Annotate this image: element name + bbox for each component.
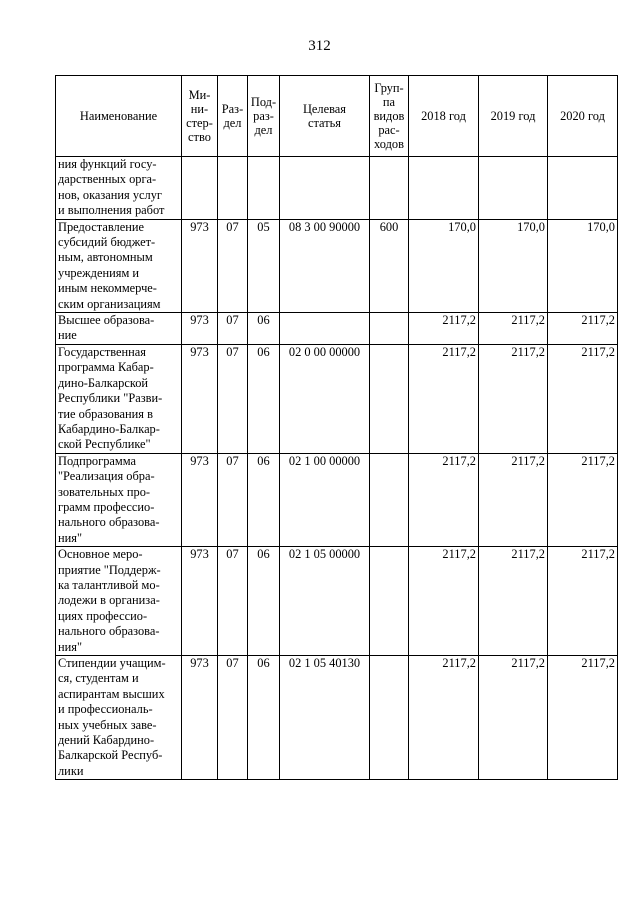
cell-section: 07: [218, 453, 248, 546]
cell-y2020: 2117,2: [548, 344, 618, 453]
table-row: [56, 344, 618, 453]
cell-ministry: 973: [182, 313, 218, 345]
cell-y2020: 2117,2: [548, 656, 618, 780]
cell-y2019: 2117,2: [479, 453, 548, 546]
cell-expense-group: [370, 344, 409, 453]
cell-subsection: 06: [248, 453, 280, 546]
cell-target: [280, 313, 370, 345]
header-2018: 2018 год: [409, 76, 479, 157]
cell-ministry: 973: [182, 547, 218, 656]
cell-expense-group: [370, 656, 409, 780]
cell-expense-group: [370, 453, 409, 546]
header-2020: 2020 год: [548, 76, 618, 157]
cell-name: ния функций госу- дарственных орга- нов, оказания услуг и выполнения работ: [56, 157, 182, 220]
cell-y2018: 2117,2: [409, 453, 479, 546]
cell-name: Государственная программа Кабар- дино-Балкарской Республики "Разви- тие образования в Кабардино-Балкар- ской Республике": [56, 344, 182, 453]
header-name: Наименование: [56, 76, 182, 157]
cell-y2020: 2117,2: [548, 313, 618, 345]
table-row: [56, 453, 618, 546]
cell-y2018: 2117,2: [409, 313, 479, 345]
header-target: Целевая статья: [280, 76, 370, 157]
cell-name: Предоставление субсидий бюджет- ным, автономным учреждениям и иным некоммерче- ским организациям: [56, 219, 182, 312]
cell-name: Подпрограмма "Реализация обра- зовательных про- грамм профессио- нального образова- ния": [56, 453, 182, 546]
cell-y2019: 2117,2: [479, 344, 548, 453]
budget-table: [55, 75, 618, 780]
header-expense-group: Груп- па видов рас- ходов: [370, 76, 409, 157]
cell-section: 07: [218, 313, 248, 345]
cell-expense-group: [370, 313, 409, 345]
cell-subsection: [248, 157, 280, 220]
header-2019: 2019 год: [479, 76, 548, 157]
table-row: [56, 547, 618, 656]
cell-name: Высшее образова- ние: [56, 313, 182, 345]
table-row: [56, 313, 618, 345]
cell-y2018: 2117,2: [409, 344, 479, 453]
cell-y2019: 2117,2: [479, 547, 548, 656]
cell-subsection: 06: [248, 344, 280, 453]
table-row: [56, 157, 618, 220]
cell-y2018: 170,0: [409, 219, 479, 312]
cell-y2019: 2117,2: [479, 313, 548, 345]
cell-ministry: 973: [182, 344, 218, 453]
cell-section: [218, 157, 248, 220]
cell-y2019: [479, 157, 548, 220]
cell-y2019: 2117,2: [479, 656, 548, 780]
cell-y2020: [548, 157, 618, 220]
header-ministry: Ми- ни- стер- ство: [182, 76, 218, 157]
cell-y2019: 170,0: [479, 219, 548, 312]
cell-name: Основное меро- приятие "Поддерж- ка талантливой мо- лодежи в организа- циях профессио- нального образова- ния": [56, 547, 182, 656]
cell-subsection: 06: [248, 313, 280, 345]
table-row: [56, 656, 618, 780]
cell-y2020: 170,0: [548, 219, 618, 312]
cell-y2020: 2117,2: [548, 547, 618, 656]
cell-name: Стипендии учащим- ся, студентам и аспирантам высших и профессиональ- ных учебных заве- дений Кабардино- Балкарской Респуб- лики: [56, 656, 182, 780]
cell-ministry: 973: [182, 656, 218, 780]
cell-expense-group: 600: [370, 219, 409, 312]
cell-target: 02 1 05 00000: [280, 547, 370, 656]
cell-ministry: [182, 157, 218, 220]
table-header-row: [56, 76, 618, 157]
cell-y2018: 2117,2: [409, 656, 479, 780]
cell-subsection: 05: [248, 219, 280, 312]
cell-ministry: 973: [182, 453, 218, 546]
header-section: Раз- дел: [218, 76, 248, 157]
cell-target: [280, 157, 370, 220]
cell-ministry: 973: [182, 219, 218, 312]
cell-y2018: [409, 157, 479, 220]
table-row: [56, 219, 618, 312]
cell-target: 08 3 00 90000: [280, 219, 370, 312]
cell-subsection: 06: [248, 547, 280, 656]
cell-section: 07: [218, 219, 248, 312]
cell-section: 07: [218, 344, 248, 453]
cell-target: 02 1 00 00000: [280, 453, 370, 546]
cell-expense-group: [370, 547, 409, 656]
table-body: [56, 157, 618, 780]
header-subsection: Под- раз- дел: [248, 76, 280, 157]
cell-section: 07: [218, 547, 248, 656]
cell-expense-group: [370, 157, 409, 220]
cell-section: 07: [218, 656, 248, 780]
cell-subsection: 06: [248, 656, 280, 780]
cell-target: 02 0 00 00000: [280, 344, 370, 453]
page-number: 312: [308, 38, 331, 54]
cell-target: 02 1 05 40130: [280, 656, 370, 780]
cell-y2020: 2117,2: [548, 453, 618, 546]
cell-y2018: 2117,2: [409, 547, 479, 656]
